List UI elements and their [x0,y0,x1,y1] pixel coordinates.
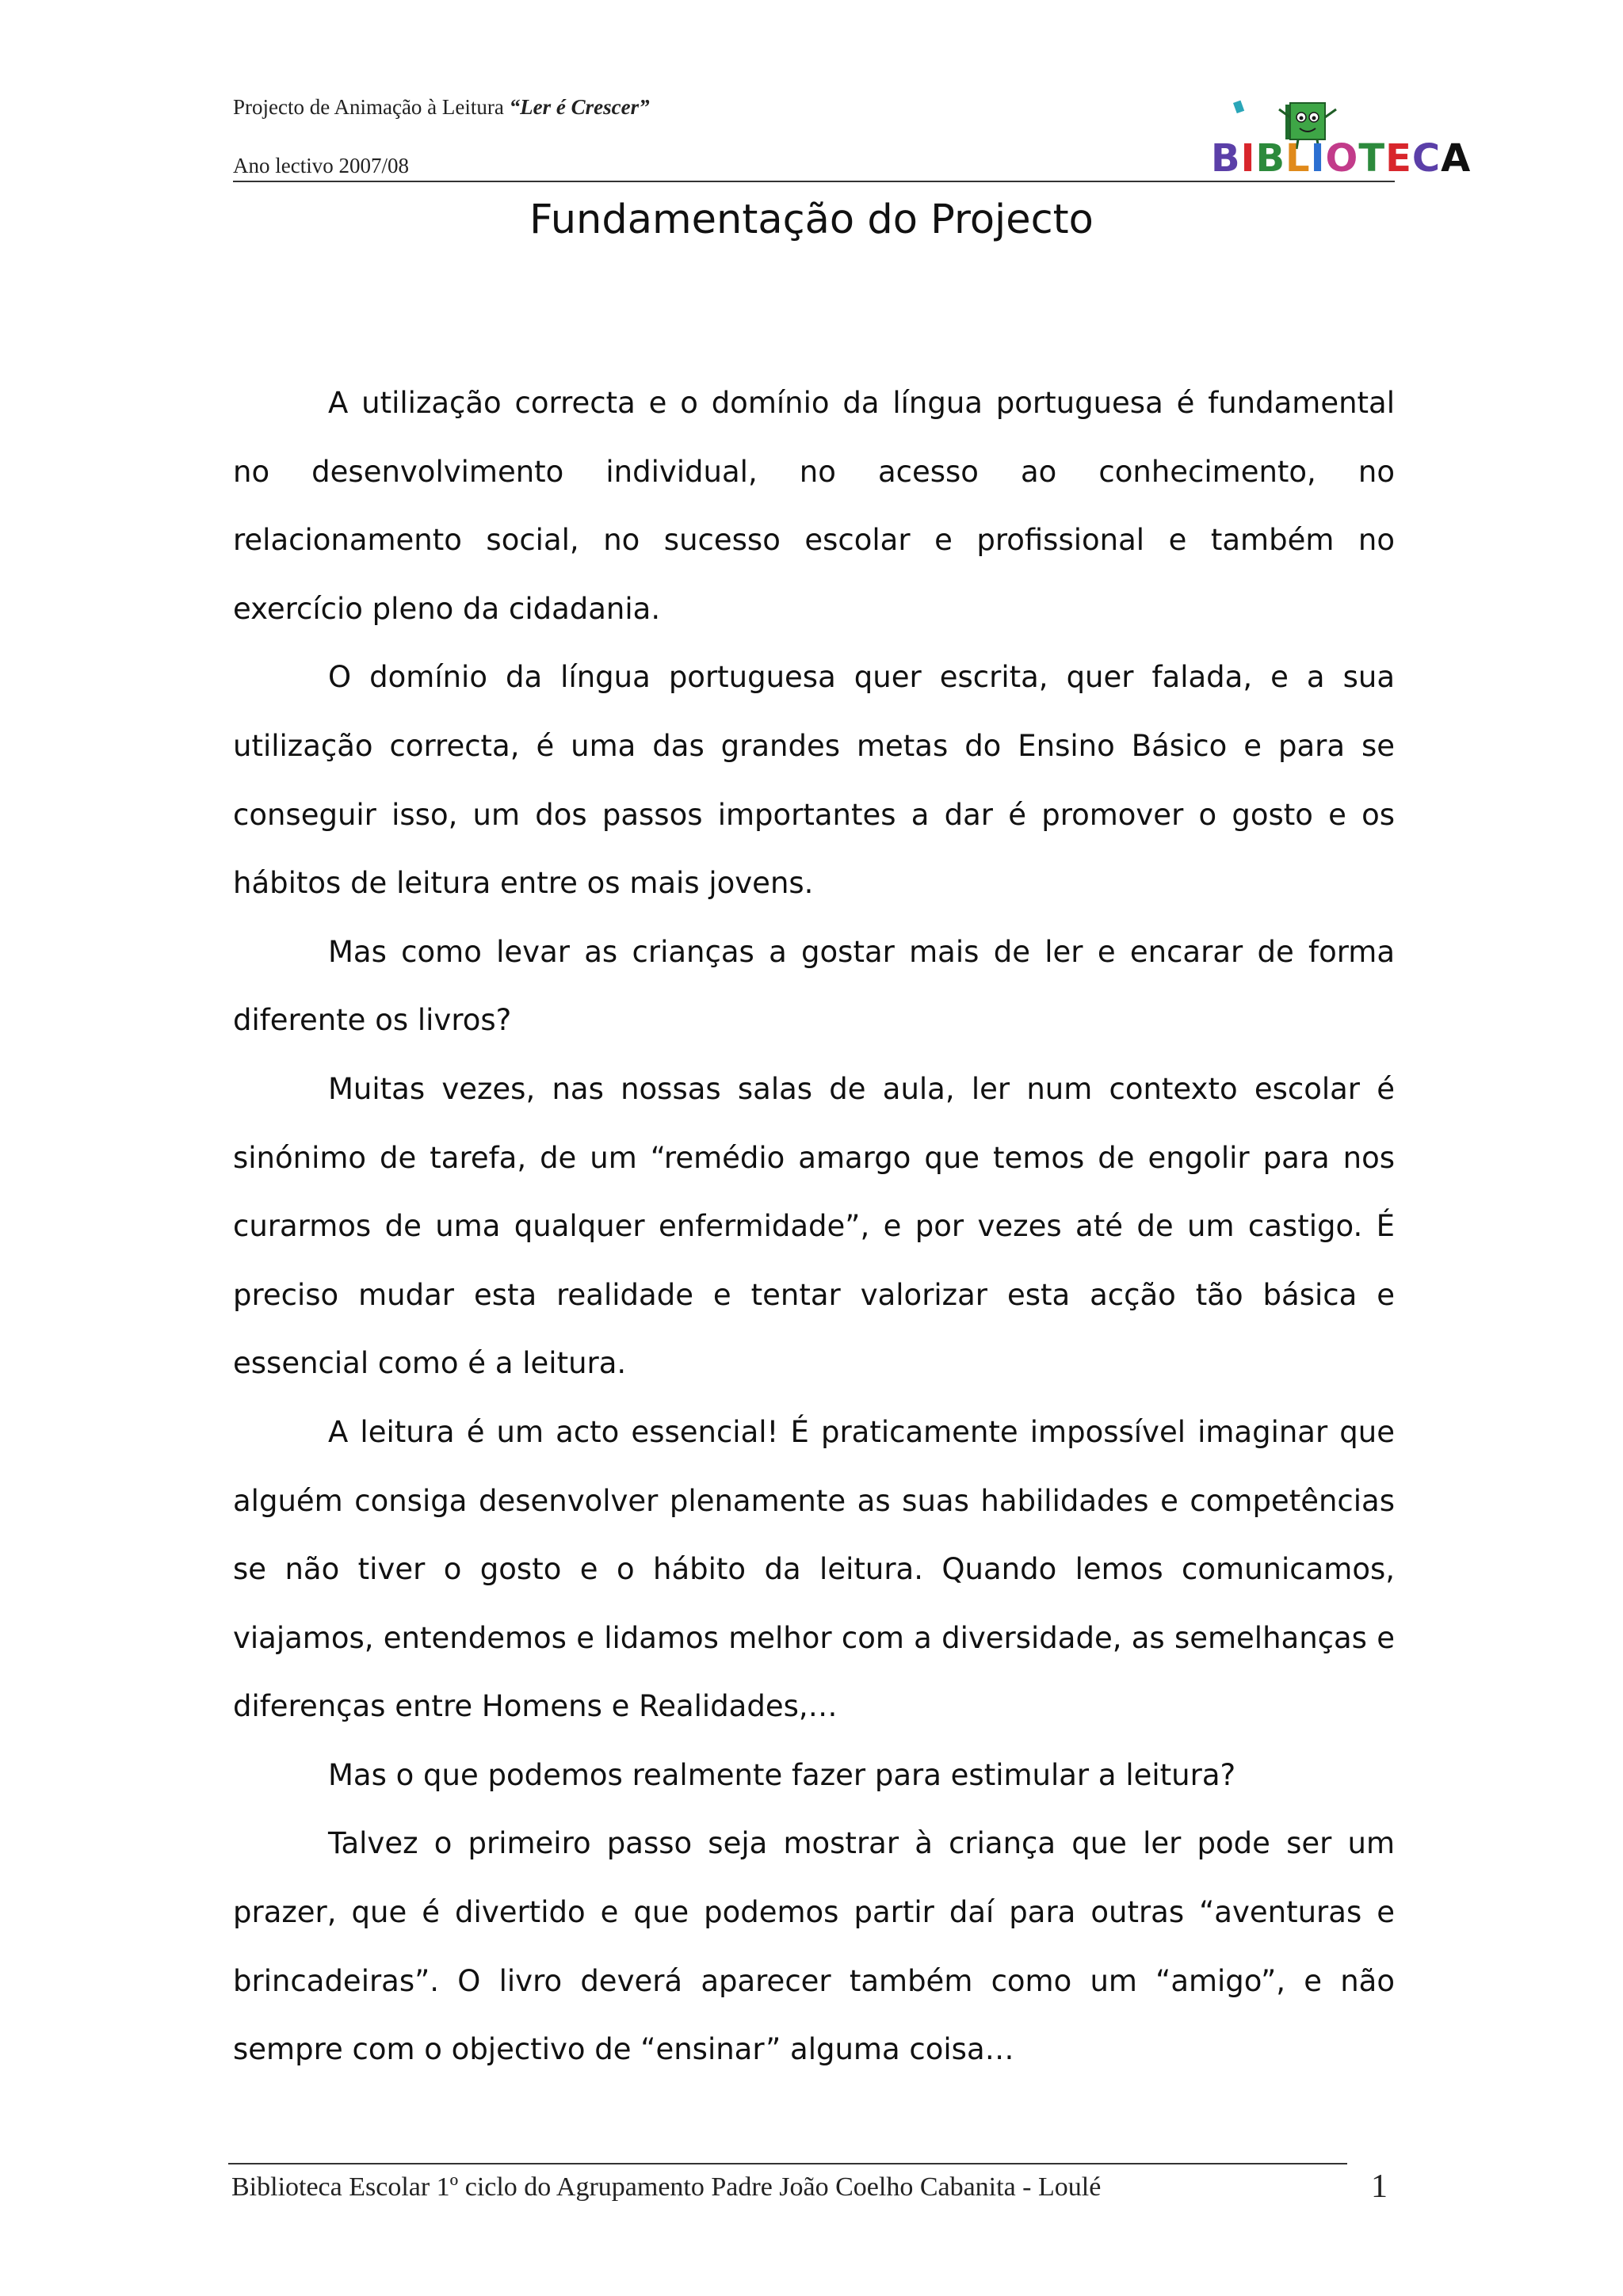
header-project-name: “Ler é Crescer” [509,95,650,119]
header-divider [233,181,1395,182]
footer-text: Biblioteca Escolar 1º ciclo do Agrupamento Padre João Coelho Cabanita - Loulé [231,2172,1102,2202]
biblioteca-logo [1211,89,1472,182]
logo-letter: I [1240,136,1256,181]
logo-letter: B [1211,136,1241,181]
logo-letter: B [1255,136,1286,181]
header-project-line [233,95,650,120]
header-project-prefix: Projecto de Animação à Leitura [233,95,510,119]
logo-letter: O [1325,136,1359,181]
page-number: 1 [1371,2168,1388,2205]
paragraph: Mas como levar as crianças a gostar mais de ler e encarar de forma diferente os livros? [233,934,1395,1038]
logo-letter: L [1285,136,1311,181]
footer-divider [228,2163,1347,2164]
paragraph: Muitas vezes, nas nossas salas de aula, ler num contexto escolar é sinónimo de tarefa, de um “remédio amargo que temos de engolir para nos curarmos de uma qualquer enfermidade”, e por vezes até de um castigo. É preciso mudar esta realidade e tentar valorizar esta acção tão básica e essencial como é a leitura. [233,1071,1395,1381]
paragraph: A utilização correcta e o domínio da língua portuguesa é fundamental no desenvolvimento individual, no acesso ao conhecimento, no relacionamento social, no sucesso escolar e profissional e também no exercício pleno da cidadania. [233,386,1395,626]
paragraph: Talvez o primeiro passo seja mostrar à criança que ler pode ser um prazer, que é divertido e que podemos partir daí para outras “aventuras e brincadeiras”. O livro deverá aparecer também como um “amigo”, e não sempre com o objectivo de “ensinar” alguma coisa… [233,1826,1395,2067]
logo-letter: T [1358,136,1386,181]
paragraph: Mas o que podemos realmente fazer para estimular a leitura? [328,1757,1236,1792]
logo-letter: C [1411,136,1442,181]
biblioteca-logo-word [1211,136,1472,181]
logo-letter: A [1441,136,1472,181]
page-title: Fundamentação do Projecto [529,196,1094,243]
header-school-year: Ano lectivo 2007/08 [233,154,409,177]
logo-letter: I [1310,136,1326,181]
paragraph: A leitura é um acto essencial! É praticamente impossível imaginar que alguém consiga desenvolver plenamente as suas habilidades e competências se não tiver o gosto e o hábito da leitura. Quando lemos comunicamos, viajamos, entendemos e lidamos melhor com a diversidade, as semelhanças e diferenças entre Homens e Realidades,… [233,1414,1395,1724]
body-text [233,369,1395,2084]
logo-letter: E [1385,136,1412,181]
paragraph: O domínio da língua portuguesa quer escrita, quer falada, e a sua utilização correcta, é uma das grandes metas do Ensino Básico e para se conseguir isso, um dos passos importantes a dar é promover o gosto e os hábitos de leitura entre os mais jovens. [233,660,1395,901]
